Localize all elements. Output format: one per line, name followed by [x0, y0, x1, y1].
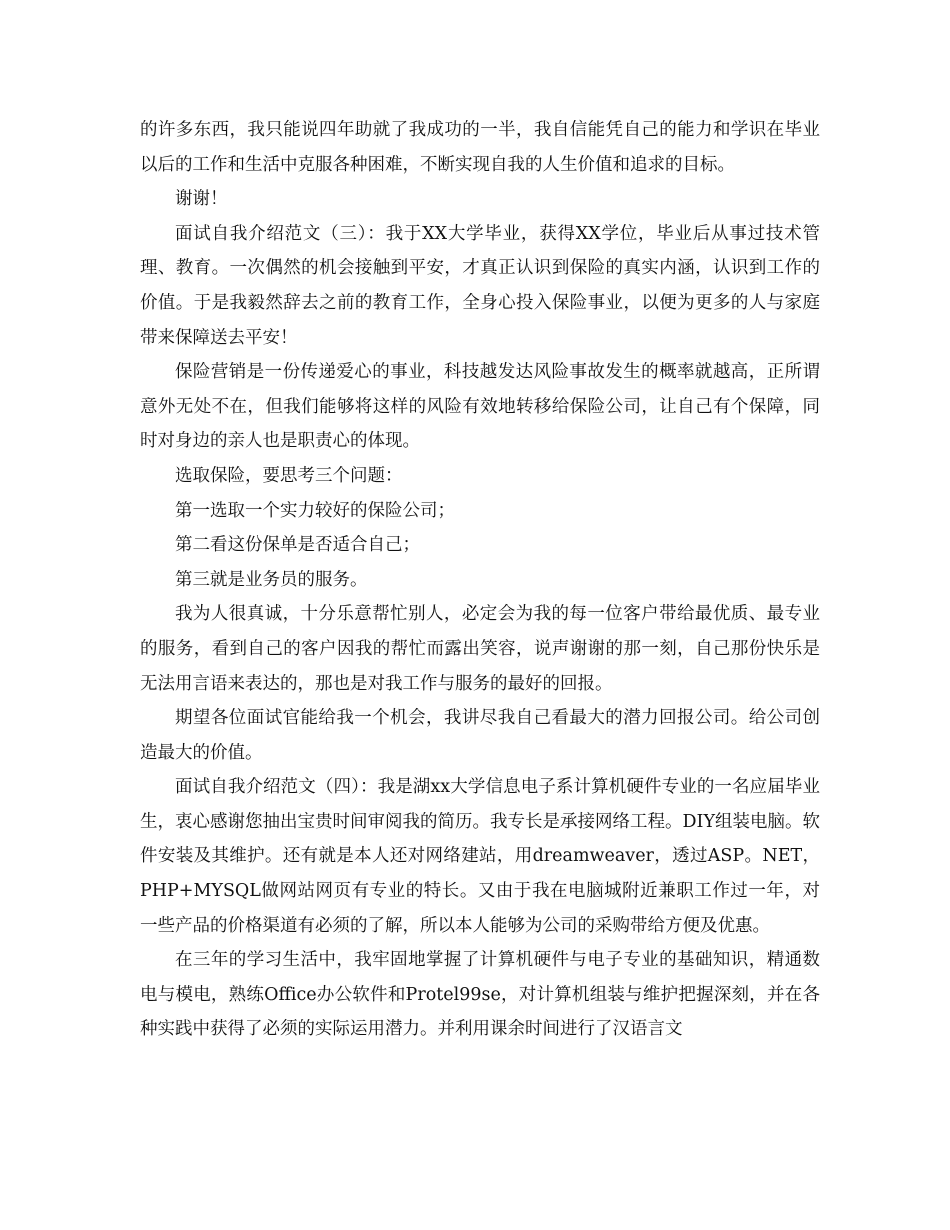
document-body	[140, 113, 820, 1047]
paragraph-thanks: 谢谢！	[175, 189, 228, 210]
paragraph-insurance-marketing: 保险营销是一份传递爱心的事业，科技越发达风险事故发生的概率就越高，正所谓意外无处不在，但我们能够将这样的风险有效地转移给保险公司，让自己有个保障，同时对身边的亲人也是职责心的体现。	[140, 362, 820, 452]
paragraph-study-life: 在三年的学习生活中，我牢固地掌握了计算机硬件与电子专业的基础知识，精通数电与模电，熟练Office办公软件和Protel99se，对计算机组装与维护把握深刻，并在各种实践中获得了必须的实际运用潜力。并利用课余时间进行了汉语言文	[140, 950, 820, 1040]
paragraph-three-questions: 选取保险，要思考三个问题：	[175, 465, 403, 486]
paragraph-personality: 我为人很真诚，十分乐意帮忙别人，必定会为我的每一位客户带给最优质、最专业的服务，看到自己的客户因我的帮忙而露出笑容，说声谢谢的那一刻，自己那份快乐是无法用言语来表达的，那也是对我工作与服务的最好的回报。	[140, 604, 820, 694]
paragraph-continuation: 的许多东西，我只能说四年助就了我成功的一半，我自信能凭自己的能力和学识在毕业以后的工作和生活中克服各种困难，不断实现自我的人生价值和追求的目标。	[140, 120, 820, 175]
paragraph-question-one: 第一选取一个实力较好的保险公司；	[175, 500, 455, 521]
paragraph-hope: 期望各位面试官能给我一个机会，我讲尽我自己看最大的潜力回报公司。给公司创造最大的价值。	[140, 708, 820, 763]
paragraph-question-two: 第二看这份保单是否适合自己；	[175, 535, 420, 556]
paragraph-sample-three: 面试自我介绍范文（三）：我于XX大学毕业，获得XX学位，毕业后从事过技术管理、教育。一次偶然的机会接触到平安，才真正认识到保险的真实内涵，认识到工作的价值。于是我毅然辞去之前的教育工作，全身心投入保险事业，以便为更多的人与家庭带来保障送去平安！	[140, 223, 820, 348]
paragraph-sample-four: 面试自我介绍范文（四）：我是湖xx大学信息电子系计算机硬件专业的一名应届毕业生，衷心感谢您抽出宝贵时间审阅我的简历。我专长是承接网络工程。DIY组装电脑。软件安装及其维护。还有就是本人还对网络建站，用dreamweaver，透过ASP。NET，PHP+MYSQL做网站网页有专业的特长。又由于我在电脑城附近兼职工作过一年，对一些产品的价格渠道有必须的了解，所以本人能够为公司的采购带给方便及优惠。	[140, 777, 820, 936]
paragraph-question-three: 第三就是业务员的服务。	[175, 569, 368, 590]
